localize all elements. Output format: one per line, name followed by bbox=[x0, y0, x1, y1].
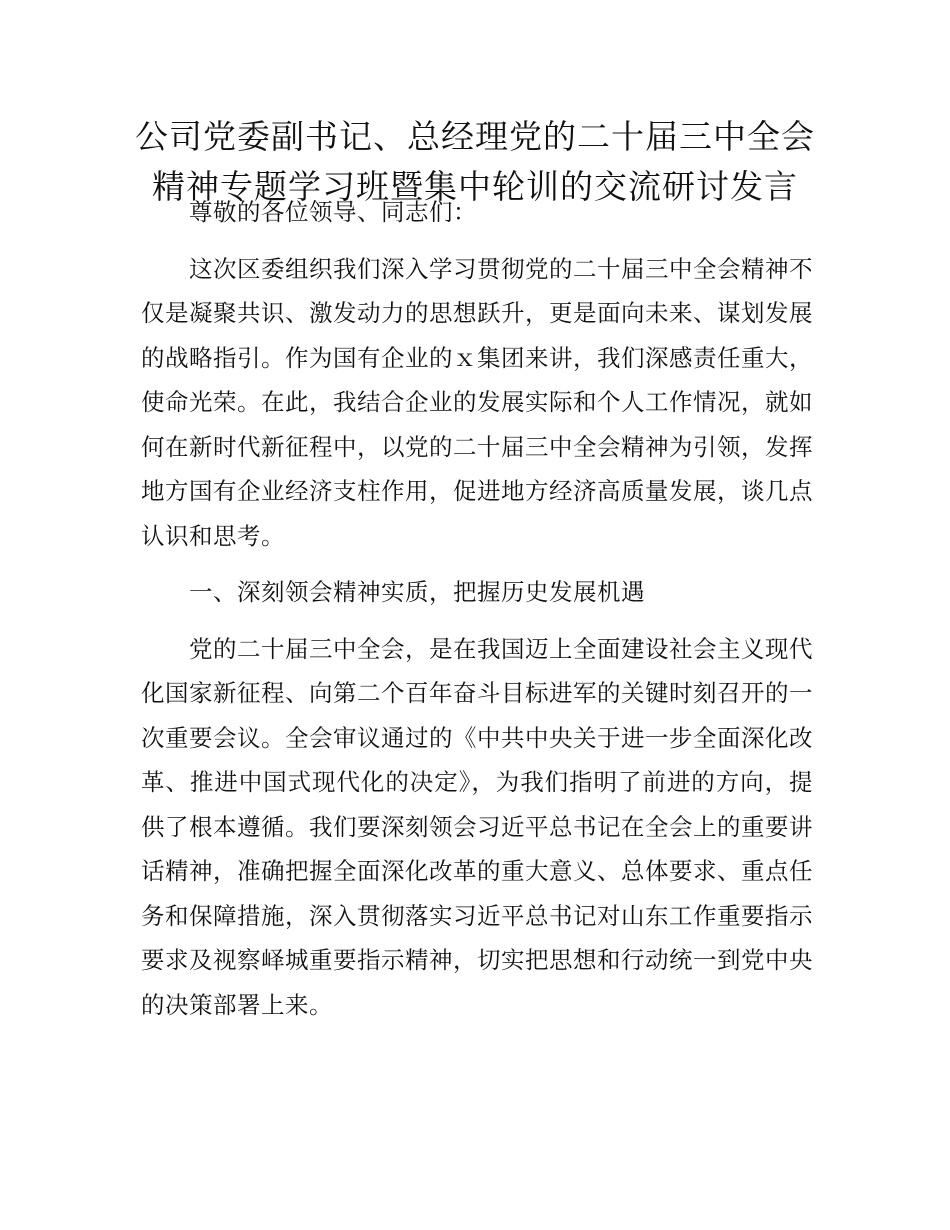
greeting: 尊敬的各位领导、同志们： bbox=[189, 198, 477, 226]
section-heading-1: 一、深刻领会精神实质，把握历史发展机遇 bbox=[189, 578, 645, 606]
document-body bbox=[141, 190, 813, 1039]
paragraph-section-1: 党的二十届三中全会，是在我国迈上全面建设社会主义现代化国家新征程、向第二个百年奋斗目标进军的关键时刻召开的一次重要会议。全会审议通过的《中共中央关于进一步全面深化改革、推进中国式现代化的决定》，为我们指明了前进的方向，提供了根本遵循。我们要深刻领会习近平总书记在全会上的重要讲话精神，准确把握全面深化改革的重大意义、总体要求、重点任务和保障措施，深入贯彻落实习近平总书记对山东工作重要指示要求及视察峄城重要指示精神，切实把思想和行动统一到党中央的决策部署上来。 bbox=[141, 634, 813, 1019]
title-line-1: 公司党委副书记、总经理党的二十届三中全会 bbox=[135, 117, 815, 156]
title-line-2: 精神专题学习班暨集中轮训的交流研讨发言 bbox=[152, 167, 798, 206]
paragraph-intro: 这次区委组织我们深入学习贯彻党的二十届三中全会精神不仅是凝聚共识、激发动力的思想跃升，更是面向未来、谋划发展的战略指引。作为国有企业的ｘ集团来讲，我们深感责任重大，使命光荣。在此，我结合企业的发展实际和个人工作情况，就如何在新时代新征程中，以党的二十届三中全会精神为引领，发挥地方国有企业经济支柱作用，促进地方经济高质量发展，谈几点认识和思考。 bbox=[141, 254, 813, 550]
